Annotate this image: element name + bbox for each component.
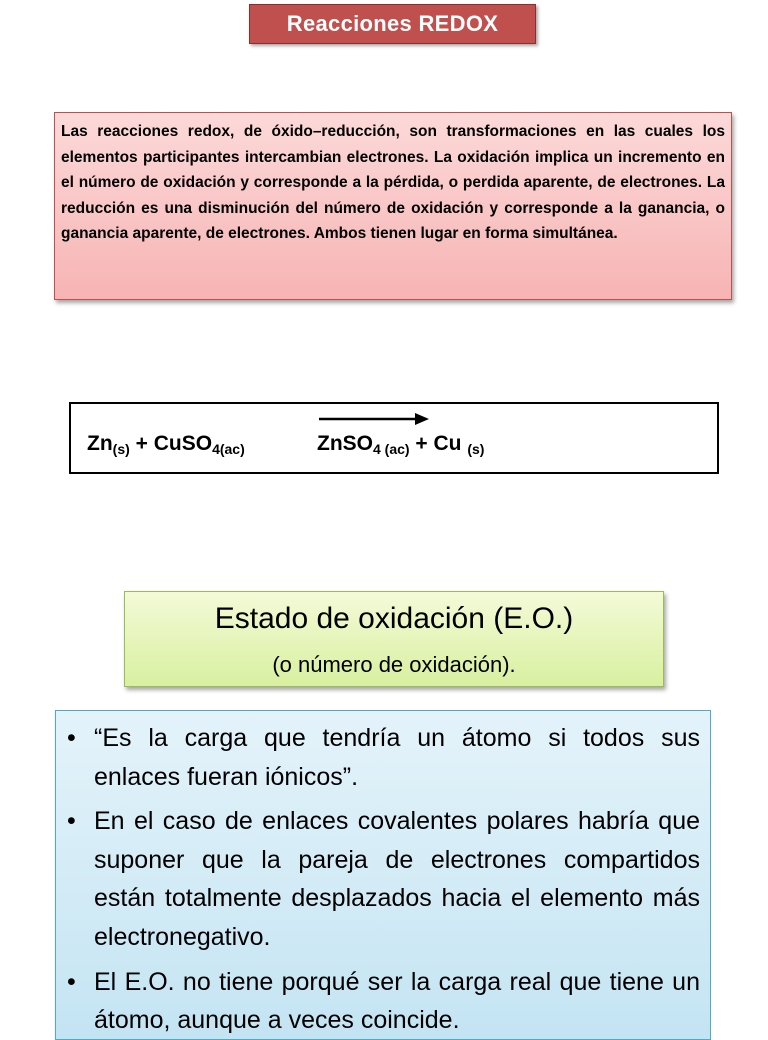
plus-sign: +: [129, 432, 154, 455]
equation-reactants: [87, 432, 245, 456]
bullet-text: El E.O. no tiene porqué ser la carga real que tiene un átomo, aunque a veces coincide.: [94, 967, 700, 1035]
reactant-cuso4-subscript: 4(ac): [212, 441, 245, 457]
plus-cu: + Cu: [409, 432, 468, 455]
oxidation-state-subtitle: (o número de oxidación).: [272, 652, 516, 677]
product-znso4-subscript: 4 (ac): [373, 441, 410, 457]
definition-bullets-box: [55, 710, 711, 1040]
oxidation-state-heading-box: [124, 591, 664, 687]
bullet-text: “Es la carga que tendría un átomo si todos sus enlaces fueran iónicos”.: [94, 724, 700, 791]
intro-text-box: [54, 112, 732, 300]
list-item: [56, 802, 700, 956]
equation-products: [317, 432, 484, 456]
bullet-icon: •: [67, 967, 76, 996]
bullet-text: En el caso de enlaces covalentes polares habría que suponer que la pareja de electrones compartidos están totalmente desplazados hacia el elemento más electronegativo.: [94, 807, 700, 951]
list-item: [56, 719, 700, 796]
intro-text: Las reacciones redox, de óxido–reducción, son transformaciones en las cuales los elementos participantes intercambian electrones. La oxidación implica un incremento en el número de oxidación y corresponde a la pérdida, o perdida aparente, de electrones. La reducción es una disminución del número de oxidación y corresponde a la ganancia, o ganancia aparente, de electrones. Ambos tienen lugar en forma simultánea.: [61, 123, 725, 243]
chemical-equation-box: [69, 402, 719, 474]
reactant-cuso4: CuSO: [153, 432, 213, 455]
list-item: [56, 963, 700, 1040]
reactant-zn-state: (s): [112, 441, 130, 457]
oxidation-state-title: Estado de oxidación (E.O.): [214, 602, 574, 635]
page-title: Reacciones REDOX: [249, 4, 536, 44]
bullet-icon: •: [67, 724, 76, 752]
reactant-zn: Zn: [87, 432, 113, 455]
bullet-icon: •: [67, 807, 76, 836]
product-znso4: ZnSO: [317, 432, 373, 455]
product-cu-state: (s): [467, 441, 485, 457]
reaction-arrow-icon: [319, 412, 429, 426]
bullet-list: [56, 711, 710, 1040]
